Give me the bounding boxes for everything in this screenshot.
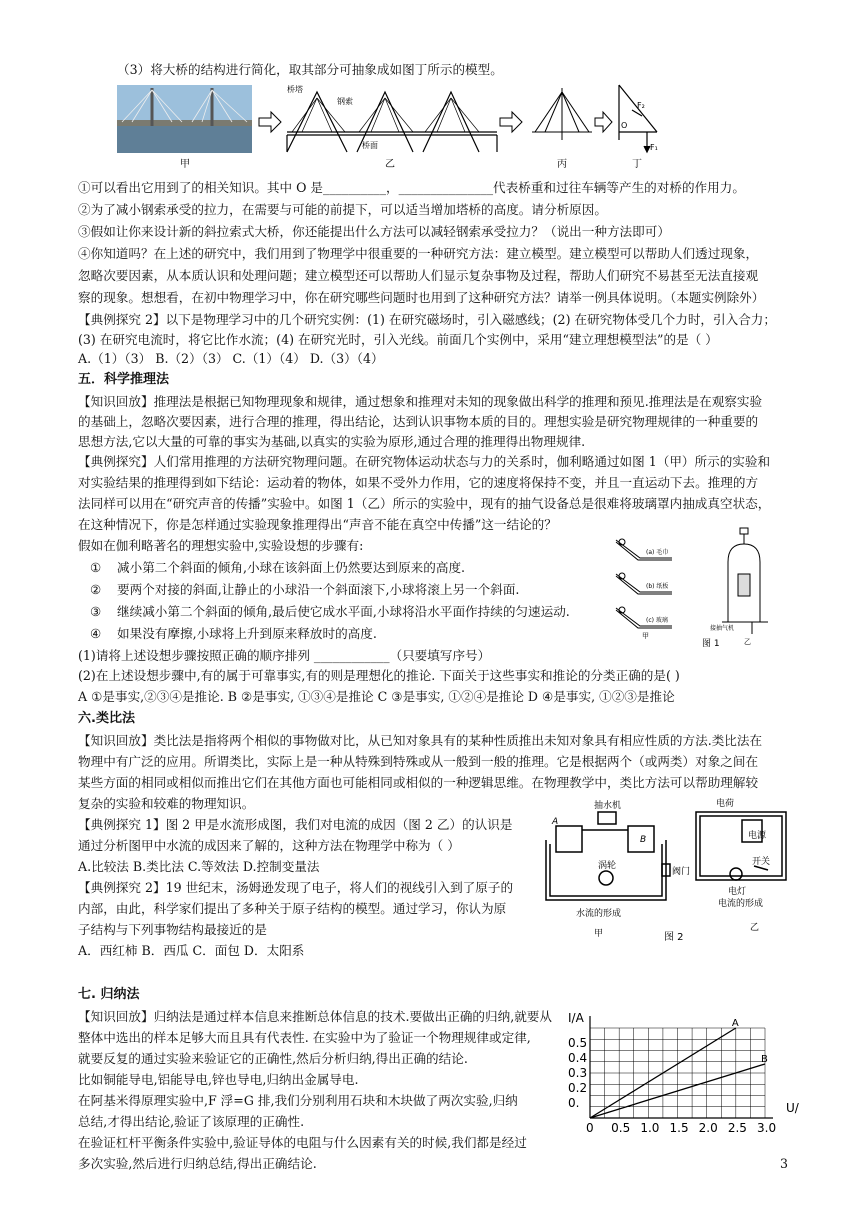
text-line: 在阿基米得原理实验中,F 浮=G 排,我们分别利用石块和木块做了两次实验,归纳 [78, 1093, 518, 1108]
label-valve: 阀门 [672, 867, 691, 877]
step-text: 减小第二个斜面的倾角,小球在该斜面上仍然要达到原来的高度. [117, 560, 466, 575]
page-number: 3 [780, 1156, 789, 1171]
arrow-right-icon [259, 112, 281, 132]
text-line: A ①是事实,②③④是推论. B ②是事实, ①③④是推论 C ③是事实, ①②④是推论 D ④是事实, ①②③是推论 [78, 689, 675, 704]
figure-caption: 图 2 [664, 932, 684, 943]
text-line: 在验证杠杆平衡条件实验中,验证导体的电阻与什么因素有关的时候,我们都是经过 [78, 1135, 527, 1150]
text-line: 比如铜能导电,铝能导电,锌也导电,归纳出金属导电. [78, 1072, 359, 1087]
text-line: 【知识回放】归纳法是通过样本信息来推断总体信息的技术.要做出正确的归纳,就要从 [78, 1009, 552, 1024]
water-circuit [546, 812, 670, 900]
series-label-a: A [731, 1018, 739, 1029]
step-number: ③ [90, 604, 102, 619]
bell-jar [722, 528, 768, 634]
label-f1: F₁ [650, 143, 658, 152]
label-jia: 甲 [594, 929, 604, 939]
section-title: 七. 归纳法 [78, 987, 140, 1002]
text-line: ③假如让你来设计新的斜拉索式大桥，你还能提出什么方法可以减轻钢索承受拉力？（说出一种方法即可） [78, 224, 670, 239]
bridge-diagram-bing [532, 88, 592, 140]
label-pump: 接抽气机 [710, 625, 735, 632]
text-line: 察的现象。想想看，在初中物理学习中，你在研究哪些问题时也用到了这种研究方法？请举一例具体说明。（本题实例除外） [78, 290, 765, 305]
label-b: (b) 纸板 [646, 583, 669, 590]
text-line: 忽略次要因素，从本质认识和处理问题；建立模型还可以帮助人们显示复杂事物及过程，帮助人们研究不易甚至无法直接观 [78, 268, 759, 283]
text-line: 某些方面的相同或相似而推出它们在其他方面也可能相同或相似的一种逻辑思维。在物理教学中，类比方法可以帮助理解较 [78, 775, 759, 790]
label-cable: 钢索 [337, 97, 353, 106]
label-lamp: 电灯 [728, 887, 747, 897]
text-line: ④你知道吗？在上述的研究中，我们用到了物理学中很重要的一种研究方法：建立模型。建立模型可以帮助人们透过现象， [78, 246, 759, 261]
figure-1 [612, 522, 784, 650]
text-line: 的基础上，忽略次要因素，进行合理的推理，得出结论，达到认识事物本质的目的。理想实验是研究物理规律的一种重要的 [78, 414, 759, 429]
figure-caption: 图 1 [702, 639, 720, 649]
iu-chart [560, 1000, 810, 1135]
label-tower: 桥塔 [287, 85, 303, 94]
text-line: 法同样可以用在“研究声音的传播”实验中。如图 1（乙）所示的实验中，现有的抽气设备总是很难将玻璃罩内抽成真空状态， [78, 496, 771, 511]
label-jia: 甲 [642, 632, 649, 640]
step-text: 继续减小第二个斜面的倾角,最后使它成水平面,小球将沿水平面作持续的匀速运动. [117, 604, 570, 619]
text-line: 【典例探究 2】19 世纪末，汤姆逊发现了电子，将人们的视线引入到了原子的 [78, 880, 514, 895]
x-tick-label: 1.0 [640, 1121, 660, 1135]
text-line: (1)请将上述设想步骤按照正确的顺序排列 ____________（只要填写序号） [78, 648, 491, 663]
text-line: 【知识回放】类比法是指将两个相似的事物做对比，从已知对象具有的某种性质推出未知对象具有相应性质的方法.类比法在 [78, 733, 763, 748]
section-title: 六.类比法 [78, 711, 135, 726]
label-yi: 乙 [385, 159, 395, 170]
bridge-photo [117, 85, 252, 153]
section-title: 五．科学推理法 [78, 372, 170, 387]
label-pump: 抽水机 [594, 801, 622, 811]
text-line: ②为了减小钢索承受的拉力，在需要与可能的前提下，可以适当增加塔桥的高度。请分析原因。 [78, 202, 607, 217]
text-line: 子结构与下列事物结构最接近的是 [78, 922, 267, 937]
text-line: A．西红柿 B．西瓜 C．面包 D．太阳系 [78, 943, 305, 958]
text-line: 物理中有广泛的应用。所谓类比，实际上是一种从特殊到特殊或从一般到一般的推理。它是根据两个（或两类）对象之间在 [78, 754, 759, 769]
text-line: 整体中选出的样本足够大而且具有代表性. 在实验中为了验证一个物理规律或定律, [78, 1030, 531, 1045]
text-line: 对实验结果的推理得到如下结论：运动着的物体，如果不受外力作用，它的速度将保持不变，并且一直运动下去。推理的方 [78, 475, 759, 490]
y-tick-label: 0. [568, 1096, 580, 1110]
y-tick-label: 0.2 [568, 1081, 588, 1095]
label-charge: 电荷 [716, 799, 735, 809]
x-tick-label: 2.5 [727, 1121, 747, 1135]
y-tick-label: 0.3 [568, 1066, 588, 1080]
step-text: 如果没有摩擦,小球将上升到原来释放时的高度. [117, 626, 377, 641]
step-number: ④ [90, 626, 102, 641]
bridge-diagram-yi [287, 92, 497, 152]
text-line: 思想方法,它以大量的可靠的事实为基础,以真实的实验为原形,通过合理的推理得出物理规律. [78, 434, 586, 449]
text-line: (3) 在研究电流时，将它比作水流；(4) 在研究光时，引入光线。前面几个实例中，采用“建立理想模型法”的是（ ） [78, 332, 718, 347]
text-line: 【典例探究 2】以下是物理学习中的几个研究实例：(1) 在研究磁场时，引入磁感线；(2) 在研究物体受几个力时，引入合力； [78, 312, 776, 327]
x-tick-label: 1.5 [669, 1121, 689, 1135]
y-tick-label: 0.5 [568, 1036, 588, 1050]
label-o: O [621, 121, 628, 130]
label-turbine: 涡轮 [598, 861, 617, 871]
text-line: A.比较法 B.类比法 C.等效法 D.控制变量法 [78, 859, 320, 874]
x-tick-label: 0 [586, 1121, 594, 1135]
step-number: ② [90, 582, 102, 597]
label-yi: 乙 [744, 638, 751, 646]
label-bing: 丙 [557, 159, 567, 170]
text-line: 复杂的实验和较难的物理知识。 [78, 796, 255, 811]
label-jia: 甲 [180, 159, 190, 170]
arrow-right-icon [500, 112, 522, 132]
text-line: (2)在上述设想步骤中,有的属于可靠事实,有的则是理想化的推论. 下面关于这些事实和推论的分类正确的是( ) [78, 668, 680, 683]
text-line: 【典例探究 1】图 2 甲是水流形成图，我们对电流的成因（图 2 乙）的认识是 [78, 817, 513, 832]
step-number: ① [90, 560, 102, 575]
text-line: 就要反复的通过实验来验证它的正确性,然后分析归纳,得出正确的结论. [78, 1051, 468, 1066]
label-ding: 丁 [632, 159, 642, 170]
label-f2: F₂ [637, 101, 645, 110]
y-tick-label: 0.4 [568, 1051, 588, 1065]
text-line: 【知识回放】推理法是根据已知物理现象和规律，通过想象和推理对未知的现象做出科学的推理和预见.推理法是在观察实验 [78, 394, 763, 409]
text-line: 内部，由此，科学家们提出了多种关于原子结构的模型。通过学习，你认为原 [78, 901, 507, 916]
text-line: 在这种情况下，你是怎样通过实验现象推理得出“声音不能在真空中传播”这一结论的？ [78, 517, 557, 532]
label-water: 水流的形成 [576, 909, 622, 919]
text-line: 总结,才得出结论,验证了该原理的正确性. [78, 1114, 305, 1129]
bridge-model-ding [619, 85, 657, 152]
text-line: 【典例探究】人们常用推理的方法研究物理问题。在研究物体运动状态与力的关系时，伽利略通过如图 1（甲）所示的实验和 [78, 454, 771, 469]
x-tick-label: 3.0 [757, 1121, 777, 1135]
text-line: 通过分析图甲中水流的成因来了解的，这种方法在物理学中称为（ ） [78, 838, 460, 853]
y-axis-label: I/A [568, 1011, 584, 1025]
label-yi: 乙 [750, 923, 760, 933]
arrow-right-icon [595, 112, 612, 132]
series-label-b: B [761, 1054, 768, 1065]
text-line: 多次实验,然后进行归纳总结,得出正确结论. [78, 1156, 317, 1171]
label-a: A [552, 817, 559, 827]
text-line: A.（1）（3） B.（2）（3） C.（1）（4） D.（3）（4） [78, 351, 384, 366]
intro-line: （3）将大桥的结构进行简化，取其部分可抽象成如图丁所示的模型。 [117, 62, 503, 77]
text-line: 假如在伽利略著名的理想实验中,实验设想的步骤有: [78, 538, 364, 553]
figure-2 [536, 790, 800, 948]
text-line: ①可以看出它用到了的相关知识。其中 O 是__________，_______________代表桥重和过往车辆等产生的对桥的作用力。 [78, 180, 745, 195]
label-b: B [640, 835, 647, 845]
x-axis-label: U/ [786, 1101, 799, 1115]
label-a: (a) 毛巾 [646, 549, 669, 556]
x-tick-label: 0.5 [611, 1121, 631, 1135]
label-current: 电流的形成 [718, 899, 764, 909]
electric-circuit [696, 812, 786, 880]
label-c: (c) 玻璃 [646, 617, 668, 624]
label-switch: 开关 [752, 857, 771, 867]
label-deck: 桥面 [362, 141, 378, 150]
x-tick-label: 2.0 [698, 1121, 718, 1135]
label-source: 电源 [748, 831, 767, 841]
bridge-figure [117, 80, 662, 170]
step-text: 要两个对接的斜面,让静止的小球沿一个斜面滚下,小球将滚上另一个斜面. [117, 582, 520, 597]
